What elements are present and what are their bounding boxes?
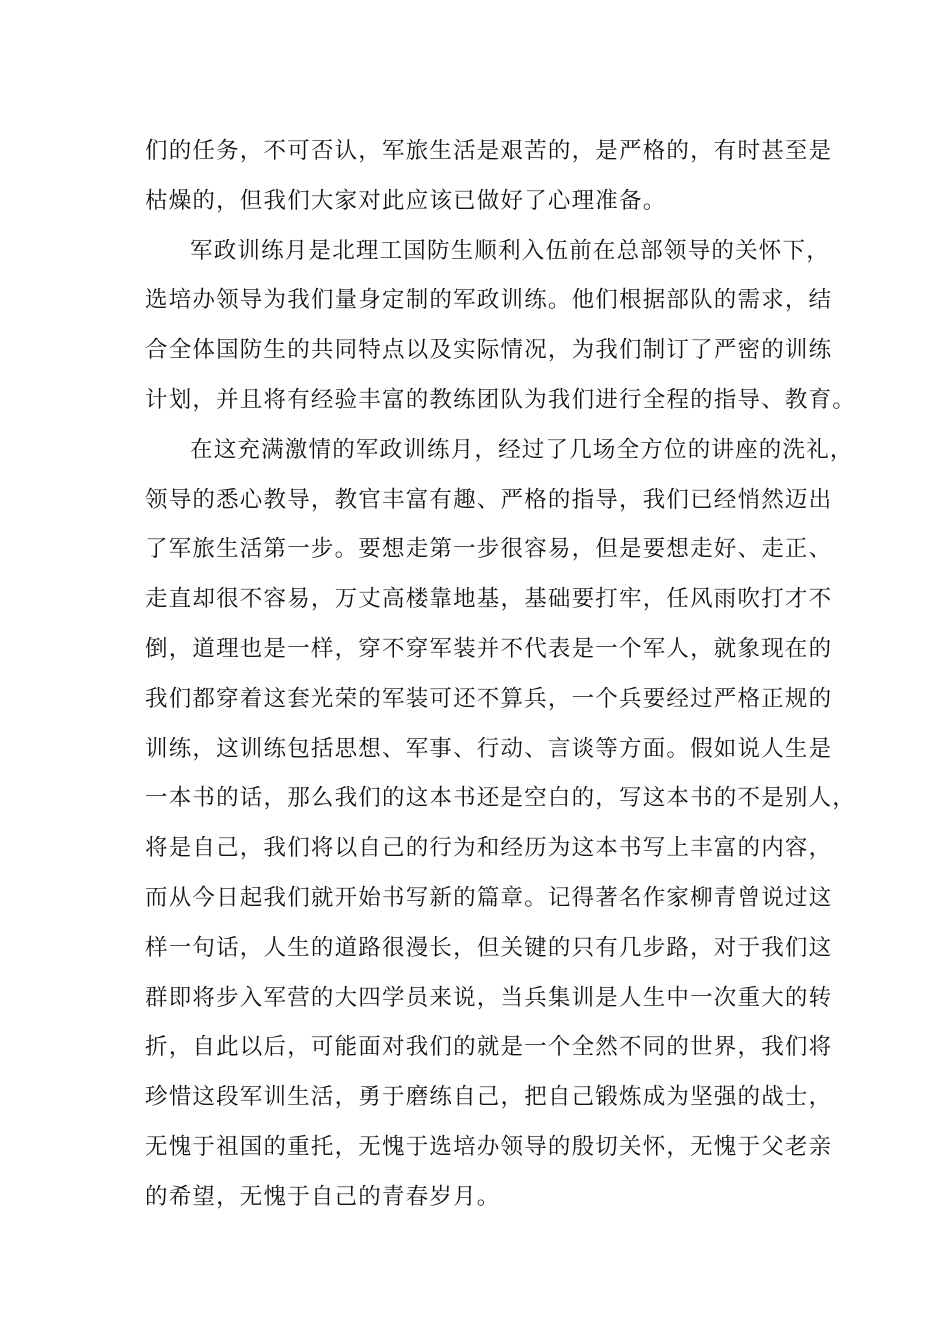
text-line: 选培办领导为我们量身定制的军政训练。他们根据部队的需求，结 — [145, 287, 833, 314]
text-line: 们的任务，不可否认，军旅生活是艰苦的，是严格的，有时甚至是 — [145, 138, 833, 164]
paragraph-first-line: 军政训练月是北理工国防生顺利入伍前在总部领导的关怀下， — [190, 237, 830, 264]
text-line: 一本书的话，那么我们的这本书还是空白的，写这本书的不是别人， — [145, 785, 857, 812]
text-line: 珍惜这段军训生活，勇于磨练自己，把自己锻炼成为坚强的战士， — [145, 1084, 833, 1111]
text-line: 枯燥的，但我们大家对此应该已做好了心理准备。 — [145, 187, 667, 214]
text-line: 我们都穿着这套光荣的军装可还不算兵，一个兵要经过严格正规的 — [145, 685, 833, 712]
text-line: 样一句话，人生的道路很漫长，但关键的只有几步路，对于我们这 — [145, 934, 833, 961]
text-line: 折，自此以后，可能面对我们的就是一个全然不同的世界，我们将 — [145, 1034, 833, 1061]
text-line: 合全体国防生的共同特点以及实际情况，为我们制订了严密的训练 — [145, 337, 833, 364]
paragraph-first-line: 在这充满激情的军政训练月，经过了几场全方位的讲座的洗礼， — [190, 436, 854, 463]
body-text — [145, 127, 857, 1223]
text-line: 群即将步入军营的大四学员来说，当兵集训是人生中一次重大的转 — [145, 984, 833, 1011]
text-line: 而从今日起我们就开始书写新的篇章。记得著名作家柳青曾说过这 — [145, 884, 833, 911]
text-line: 将是自己，我们将以自己的行为和经历为这本书写上丰富的内容， — [145, 835, 833, 862]
text-line: 走直却很不容易，万丈高楼靠地基，基础要打牢，任风雨吹打才不 — [145, 586, 833, 613]
text-line: 了军旅生活第一步。要想走第一步很容易，但是要想走好、走正、 — [145, 536, 833, 563]
text-line: 训练，这训练包括思想、军事、行动、言谈等方面。假如说人生是 — [145, 735, 833, 762]
text-line: 无愧于祖国的重托，无愧于选培办领导的殷切关怀，无愧于父老亲 — [145, 1133, 833, 1160]
text-line: 领导的悉心教导，教官丰富有趣、严格的指导，我们已经悄然迈出 — [145, 486, 833, 513]
text-line: 计划，并且将有经验丰富的教练团队为我们进行全程的指导、教育。 — [145, 386, 857, 413]
text-line: 的希望，无愧于自己的青春岁月。 — [145, 1183, 501, 1210]
text-line: 倒，道理也是一样，穿不穿军装并不代表是一个军人，就象现在的 — [145, 635, 833, 662]
